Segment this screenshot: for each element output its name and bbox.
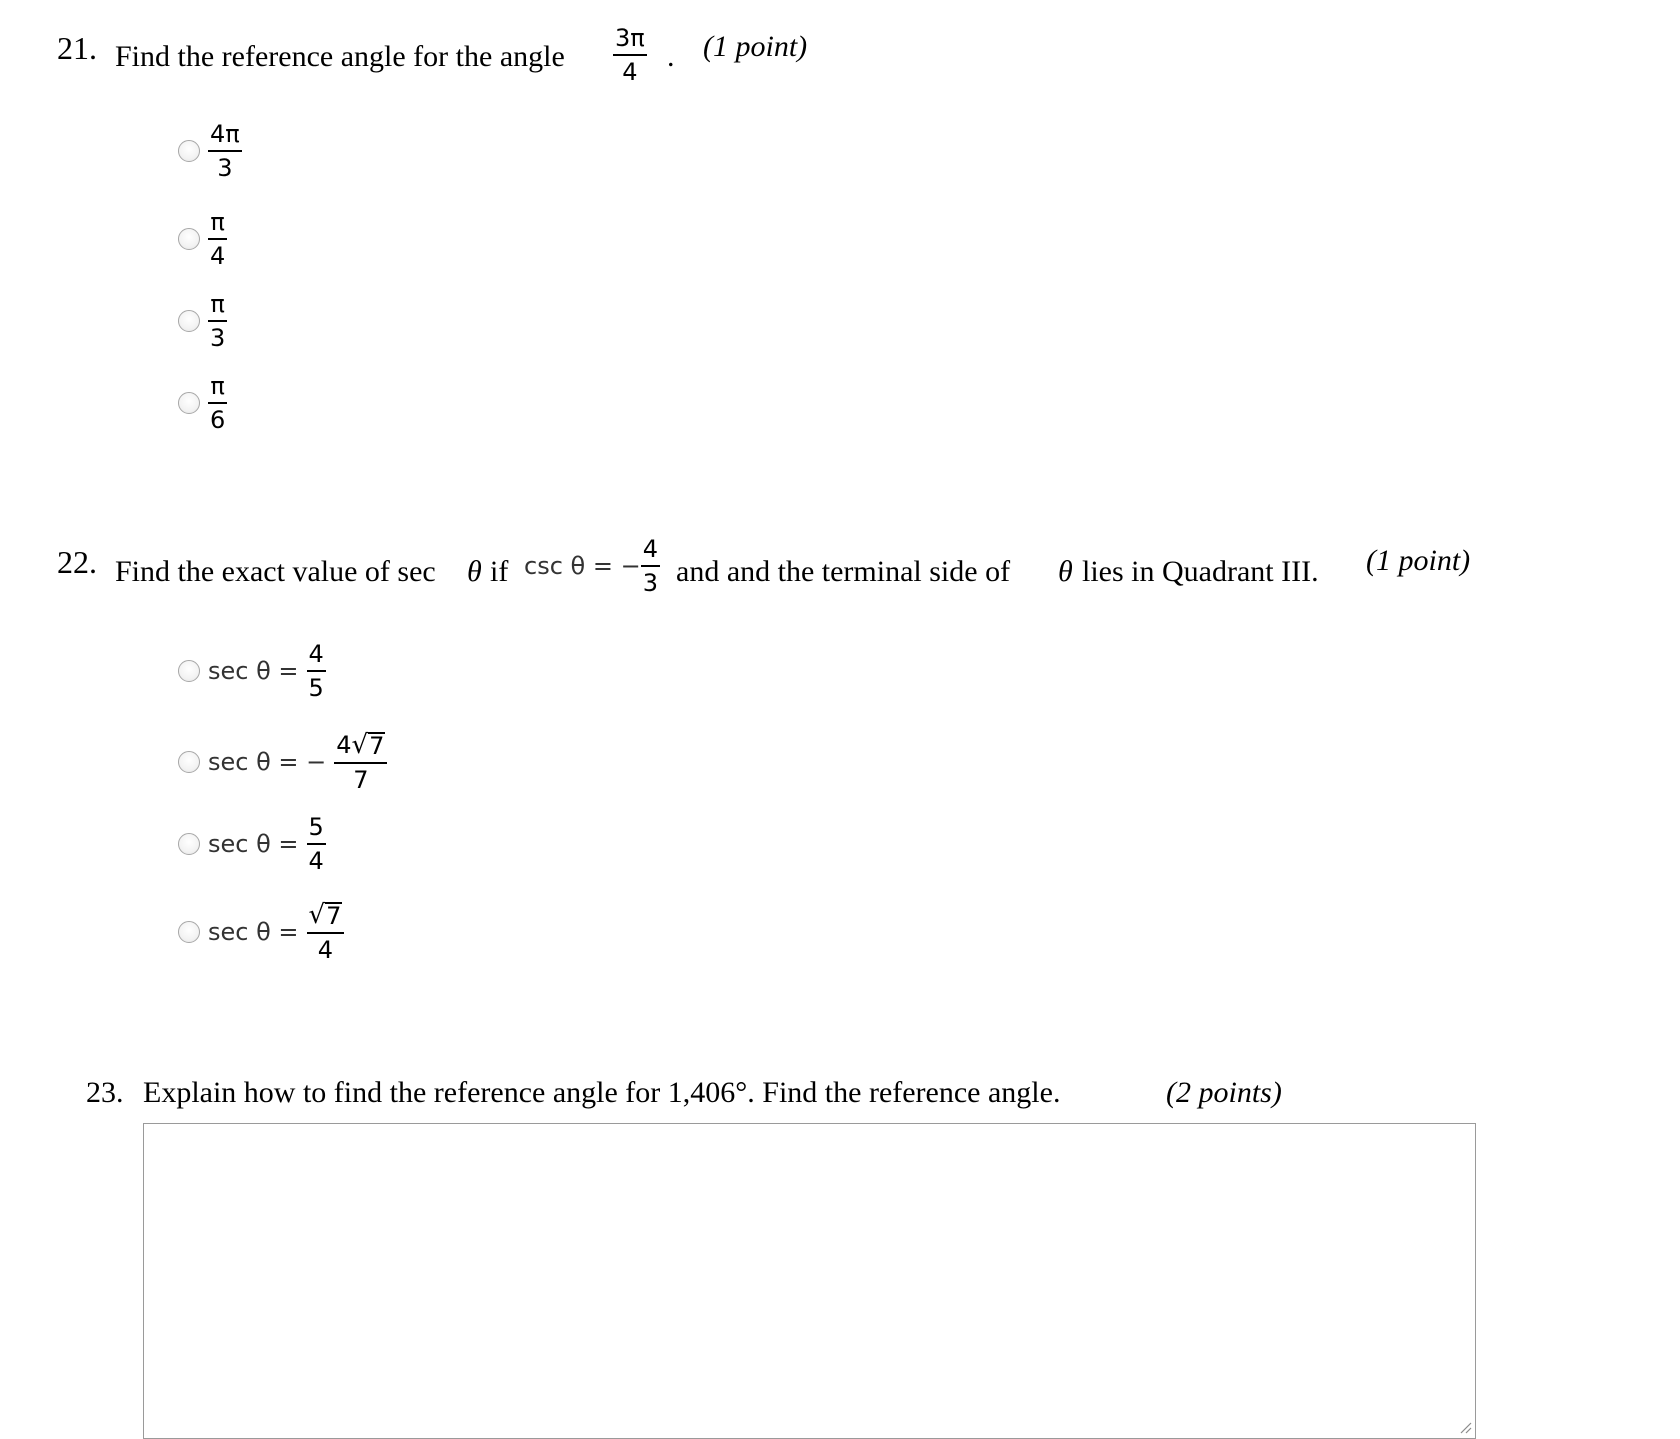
q22-theta-1: θ	[467, 555, 482, 588]
denominator: 7	[353, 766, 369, 794]
q22-option-2-lhs: sec θ = −	[208, 748, 327, 776]
q21-option-2[interactable]	[178, 210, 227, 268]
q22-option-1-radio[interactable]	[178, 660, 200, 682]
q23-answer-textarea[interactable]	[143, 1123, 1476, 1439]
radical-sign-icon: √	[308, 900, 326, 930]
q21-option-2-radio[interactable]	[178, 228, 200, 250]
q22-points: (1 point)	[1366, 544, 1471, 577]
denominator: 4	[317, 936, 334, 964]
q22-option-1[interactable]	[178, 642, 326, 700]
radicand: 7	[326, 902, 342, 930]
q21-angle-denominator: 4	[622, 58, 638, 86]
denominator: 3	[210, 324, 226, 352]
numerator: π	[210, 208, 225, 236]
q22-number: 22.	[57, 544, 97, 580]
numerator: 4	[642, 535, 658, 563]
q21-text: Find the reference angle for the angle	[115, 40, 565, 73]
q21-option-4-radio[interactable]	[178, 392, 200, 414]
numerator	[334, 732, 387, 762]
q22-option-4-radio[interactable]	[178, 921, 200, 943]
resize-grip-icon[interactable]	[1458, 1420, 1472, 1434]
q22-text-a: Find the exact value of sec	[115, 555, 436, 588]
denominator: 3	[217, 154, 233, 182]
q22-text-b: and and the terminal side of	[676, 555, 1011, 588]
q23-number: 23.	[86, 1076, 124, 1109]
q22-text-if: if	[490, 555, 509, 588]
numerator: π	[210, 290, 225, 318]
q22-option-3[interactable]	[178, 815, 326, 873]
denominator: 3	[642, 569, 658, 597]
numerator: π	[210, 372, 225, 400]
radicand: 7	[369, 732, 385, 760]
q22-option-2-fraction	[334, 732, 387, 792]
numerator	[307, 902, 345, 932]
q22-theta-2: θ	[1058, 555, 1073, 588]
q22-option-2[interactable]	[178, 732, 387, 792]
q21-angle-numerator: 3π	[615, 24, 645, 52]
q21-option-3-radio[interactable]	[178, 310, 200, 332]
q21-option-4[interactable]	[178, 374, 227, 432]
q21-option-1-radio[interactable]	[178, 140, 200, 162]
q22-option-3-fraction	[307, 815, 326, 873]
q22-option-4-fraction	[307, 902, 345, 962]
q21-option-1[interactable]	[178, 122, 242, 180]
q22-option-1-fraction	[307, 642, 326, 700]
q22-csc-expression	[524, 537, 660, 595]
coefficient: 4	[336, 731, 352, 759]
q22-csc-fraction	[641, 537, 660, 595]
q21-option-3[interactable]	[178, 292, 227, 350]
q22-option-4-lhs: sec θ =	[208, 918, 299, 946]
q22-text-c: lies in Quadrant III.	[1082, 555, 1319, 588]
square-root	[309, 902, 343, 928]
q22-option-1-lhs: sec θ =	[208, 657, 299, 685]
q22-option-3-radio[interactable]	[178, 833, 200, 855]
q21-number: 21.	[57, 30, 97, 66]
square-root	[352, 732, 386, 758]
denominator: 4	[308, 847, 324, 875]
q22-option-4[interactable]	[178, 902, 344, 962]
q21-option-3-fraction	[208, 292, 227, 350]
q21-points: (1 point)	[703, 30, 808, 63]
q21-angle-fraction	[613, 26, 647, 84]
denominator: 4	[210, 242, 226, 270]
q22-csc-lhs: csc θ = −	[524, 552, 641, 580]
q21-option-4-fraction	[208, 374, 227, 432]
numerator: 4	[308, 640, 324, 668]
denominator: 6	[210, 406, 226, 434]
q23-points: (2 points)	[1166, 1076, 1282, 1109]
radical-sign-icon: √	[351, 730, 369, 760]
q22-option-2-radio[interactable]	[178, 751, 200, 773]
q21-option-1-fraction	[208, 122, 242, 180]
denominator: 5	[308, 674, 324, 702]
q21-period: .	[667, 40, 675, 73]
q22-option-3-lhs: sec θ =	[208, 830, 299, 858]
numerator: 4π	[210, 120, 240, 148]
numerator: 5	[308, 813, 324, 841]
q21-option-2-fraction	[208, 210, 227, 268]
q23-text: Explain how to find the reference angle for 1,406°. Find the reference angle.	[143, 1076, 1061, 1109]
